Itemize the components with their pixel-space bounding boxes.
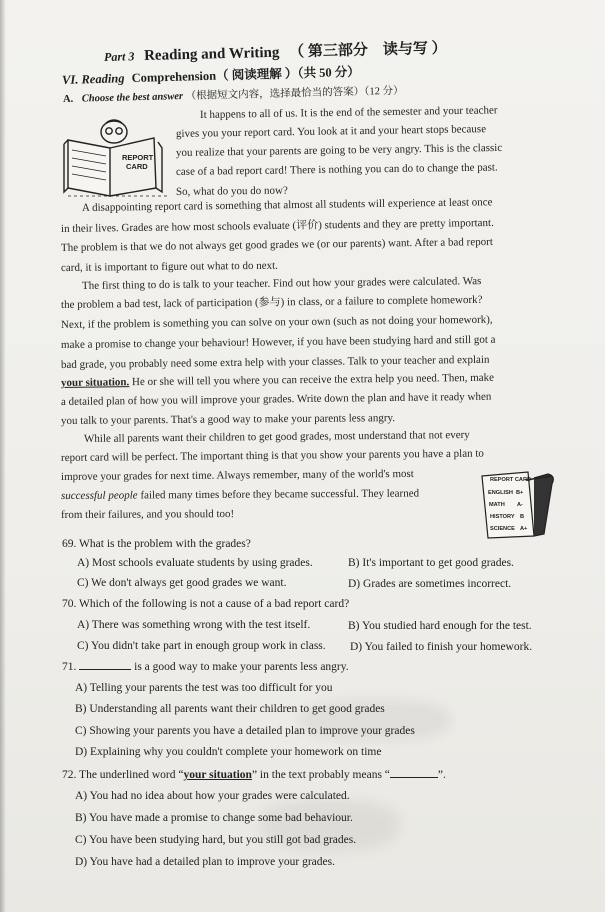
passage-line: The problem is that we do not always get good grades we (or our parents) want. After a bad report [60,235,493,254]
bin-grade-english: B+ [516,490,524,496]
question-text-before: The underlined word “ [79,769,184,781]
section-title: Comprehension（ 阅读理解 ）（共 50 分） [131,64,361,86]
bin-card-title: REPORT CARD [490,477,532,483]
passage-line: make a promise to change your behaviour! However, if you have been studying hard and still got a [60,333,496,351]
passage-line: While all parents want their children to get good grades, most understand that not every [83,428,470,445]
passage-line: from their failures, and you should too! [60,508,235,521]
passage-line: gives you your report card. You look at it and your heart stops because [175,123,487,140]
passage-line: the problem a bad test, lack of participation (参与) in class, or a failure to complete homework? [60,293,483,311]
passage-line: So, what do you do now? [175,184,288,198]
option-70-c[interactable]: C) You didn't take part in enough group work in class. [77,640,326,652]
option-70-d[interactable]: D) You failed to finish your homework. [350,641,533,653]
question-text: What is the problem with the grades? [79,538,251,550]
passage-line: in their lives. Grades are how most schools evaluate (评价) students and they are pretty important. [60,216,494,235]
question-69 [62,538,251,550]
sub-note: （根据短文内容，选择最恰当的答案）（12 分） [185,85,404,103]
passage-line: improve your grades for next time. Always remember, many of the world's most [60,467,414,483]
passage-line: case of a bad report card! There is nothing you can do to change the past. [175,161,498,178]
reader-card-label-line2: CARD [126,162,148,171]
passage-line: Next, if the problem is something you can solve on your own (such as not doing your homework), [60,313,493,331]
bin-grade-history: B [520,514,525,520]
reader-card-label-line1: REPORT [122,153,154,162]
question-71 [62,660,349,673]
question-text: Which of the following is not a cause of a bad report card? [79,598,350,610]
section-label: VI. Reading [61,71,125,87]
passage-line: card, it is important to figure out what to do next. [60,259,278,274]
passage-line: bad grade, you probably need some extra help with your classes. Talk to your teacher and explain [60,353,490,371]
report-card-bin-illustration [478,470,564,540]
question-text-after: ” in the text probably means “ [251,769,390,781]
italic-phrase: successful people [60,489,138,502]
part-title-cn: （ 第三部分 读与写 ） [288,40,447,61]
bin-grade-math: A- [517,502,523,508]
option-71-d[interactable]: D) Explaining why you couldn't complete your homework on time [75,746,382,758]
sub-label: A. [62,93,74,105]
passage-line-italic [61,489,419,502]
option-72-b[interactable]: B) You have made a promise to change some bad behaviour. [75,812,353,824]
option-72-c[interactable]: C) You have been studying hard, but you still got bad grades. [75,834,357,846]
question-number: 70. [62,598,77,610]
passage-line: report card will be perfect. The important thing is that you show your parents you have a plan to [60,447,484,464]
bin-subject-science: SCIENCE [490,526,515,532]
passage-line-text: failed many times before they became successful. They learned [140,487,420,502]
question-underlined-word: your situation [183,769,252,781]
question-text: is a good way to make your parents less angry. [134,661,349,673]
question-number: 71. [62,661,77,673]
bin-subject-math: MATH [489,502,505,508]
bin-subject-history: HISTORY [490,514,515,520]
passage-line-underlined [61,373,494,389]
passage-line: a detailed plan of how you will improve your grades. Write down the plan and have it ready when [60,390,492,408]
option-69-d[interactable]: D) Grades are sometimes incorrect. [348,578,512,590]
underlined-phrase: your situation. [60,376,130,389]
question-70 [62,598,349,610]
option-71-c[interactable]: C) Showing your parents you have a detailed plan to improve your grades [75,725,415,737]
bin-subject-english: ENGLISH [488,490,513,496]
question-number: 69. [62,538,77,550]
answer-blank[interactable] [79,660,131,670]
sub-title: Choose the best answer [81,91,184,105]
question-number: 72. [62,769,77,781]
option-71-b[interactable]: B) Understanding all parents want their children to get good grades [75,703,385,715]
passage-line: It happens to all of us. It is the end of the semester and your teacher [199,104,498,121]
option-69-a[interactable]: A) Most schools evaluate students by using grades. [77,557,313,569]
part-label: Part 3 [103,49,135,64]
option-70-a[interactable]: A) There was something wrong with the test itself. [77,619,311,631]
option-72-a[interactable]: A) You had no idea about how your grades were calculated. [75,790,350,802]
part-heading [104,37,447,66]
answer-blank[interactable] [390,768,438,778]
option-72-d[interactable]: D) You have had a detailed plan to improve your grades. [75,856,335,868]
question-72 [62,768,446,781]
option-69-c[interactable]: C) We don't always get good grades we want. [77,577,287,589]
passage-line: A disappointing report card is something that almost all students will experience at least once [81,196,493,214]
passage-line-text: He or she will tell you where you can receive the extra help you need. Then, make [131,371,495,389]
page-edge-shadow [0,0,6,912]
passage-line: you realize that your parents are going to be very angry. This is the classic [175,141,503,159]
passage-line: The first thing to do is talk to your teacher. Find out how your grades were calculated. Was [81,275,482,292]
question-text-end: ”. [437,769,446,781]
option-70-b[interactable]: B) You studied hard enough for the test. [348,620,532,632]
part-title: Reading and Writing [143,44,280,65]
option-71-a[interactable]: A) Telling your parents the test was too difficult for you [75,682,333,694]
bin-grade-science: A+ [520,526,528,532]
option-69-b[interactable]: B) It's important to get good grades. [348,557,514,569]
passage-line: you talk to your parents. That's a good way to make your parents less angry. [60,412,396,427]
reader-report-card-illustration [62,118,174,200]
